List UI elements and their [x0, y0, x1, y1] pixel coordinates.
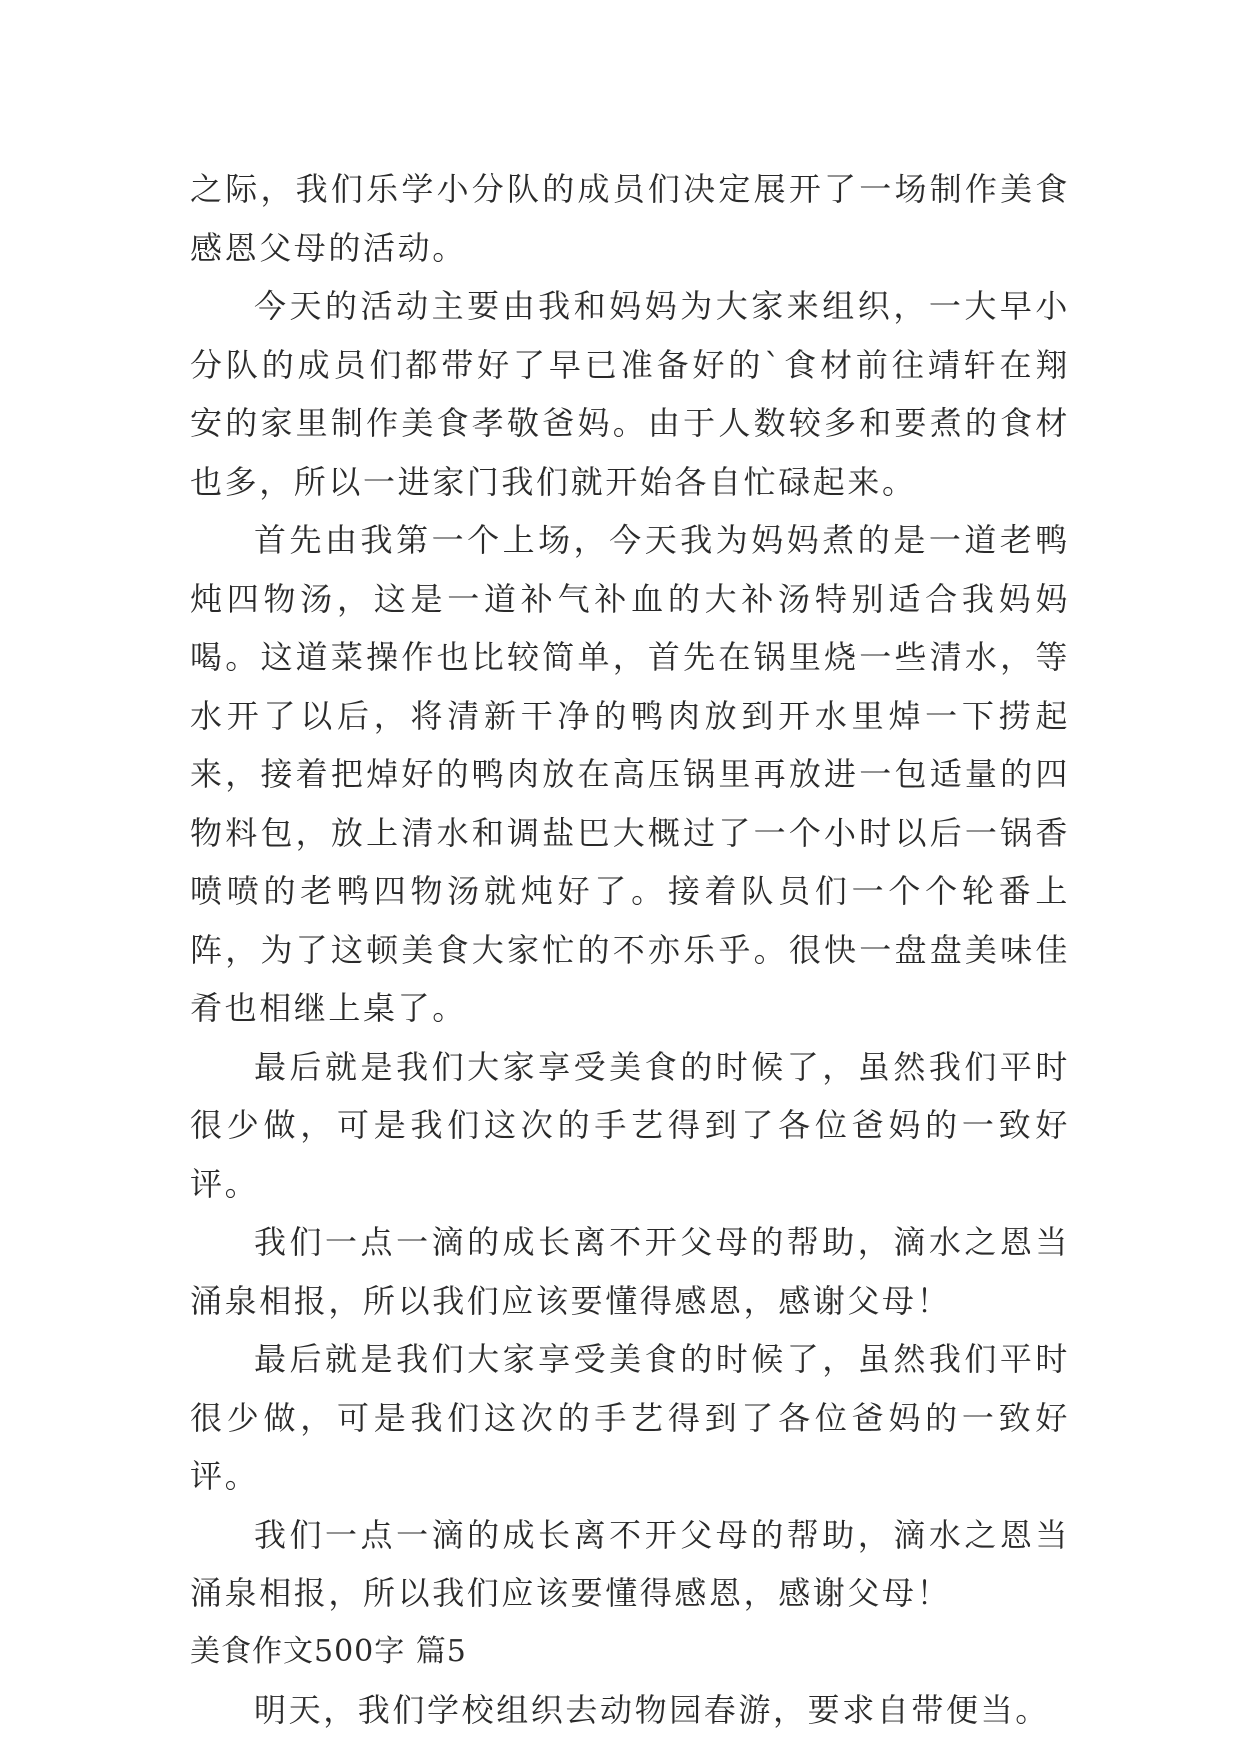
- paragraph-activity-intro: 今天的活动主要由我和妈妈为大家来组织，一大早小分队的成员们都带好了早已准备好的`食材前往靖轩在翔安的家里制作美食孝敬爸妈。由于人数较多和要煮的食材也多，所以一进家门我们就开始各自忙碌起来。: [190, 287, 1070, 501]
- section-heading: 美食作文500字 篇5: [190, 1633, 467, 1669]
- paragraph-continuation: 之际，我们乐学小分队的成员们决定展开了一场制作美食感恩父母的活动。: [190, 170, 1070, 267]
- document-body: [190, 160, 1070, 1740]
- paragraph-spring-outing: 明天，我们学校组织去动物园春游，要求自带便当。: [254, 1691, 1050, 1729]
- paragraph-duck-soup: 首先由我第一个上场，今天我为妈妈煮的是一道老鸭炖四物汤，这是一道补气补血的大补汤特别适合我妈妈喝。这道菜操作也比较简单，首先在锅里烧一些清水，等水开了以后，将清新干净的鸭肉放到开水里焯一下捞起来，接着把焯好的鸭肉放在高压锅里再放进一包适量的四物料包，放上清水和调盐巴大概过了一个小时以后一锅香喷喷的老鸭四物汤就炖好了。接着队员们一个个轮番上阵，为了这顿美食大家忙的不亦乐乎。很快一盘盘美味佳肴也相继上桌了。: [190, 521, 1070, 1027]
- paragraph-enjoy-food-repeat: 最后就是我们大家享受美食的时候了，虽然我们平时很少做，可是我们这次的手艺得到了各位爸妈的一致好评。: [190, 1340, 1070, 1495]
- paragraph-gratitude-repeat: 我们一点一滴的成长离不开父母的帮助，滴水之恩当涌泉相报，所以我们应该要懂得感恩，感谢父母！: [190, 1515, 1070, 1612]
- paragraph-gratitude: 我们一点一滴的成长离不开父母的帮助，滴水之恩当涌泉相报，所以我们应该要懂得感恩，感谢父母！: [190, 1223, 1070, 1320]
- paragraph-enjoy-food: 最后就是我们大家享受美食的时候了，虽然我们平时很少做，可是我们这次的手艺得到了各位爸妈的一致好评。: [190, 1047, 1070, 1203]
